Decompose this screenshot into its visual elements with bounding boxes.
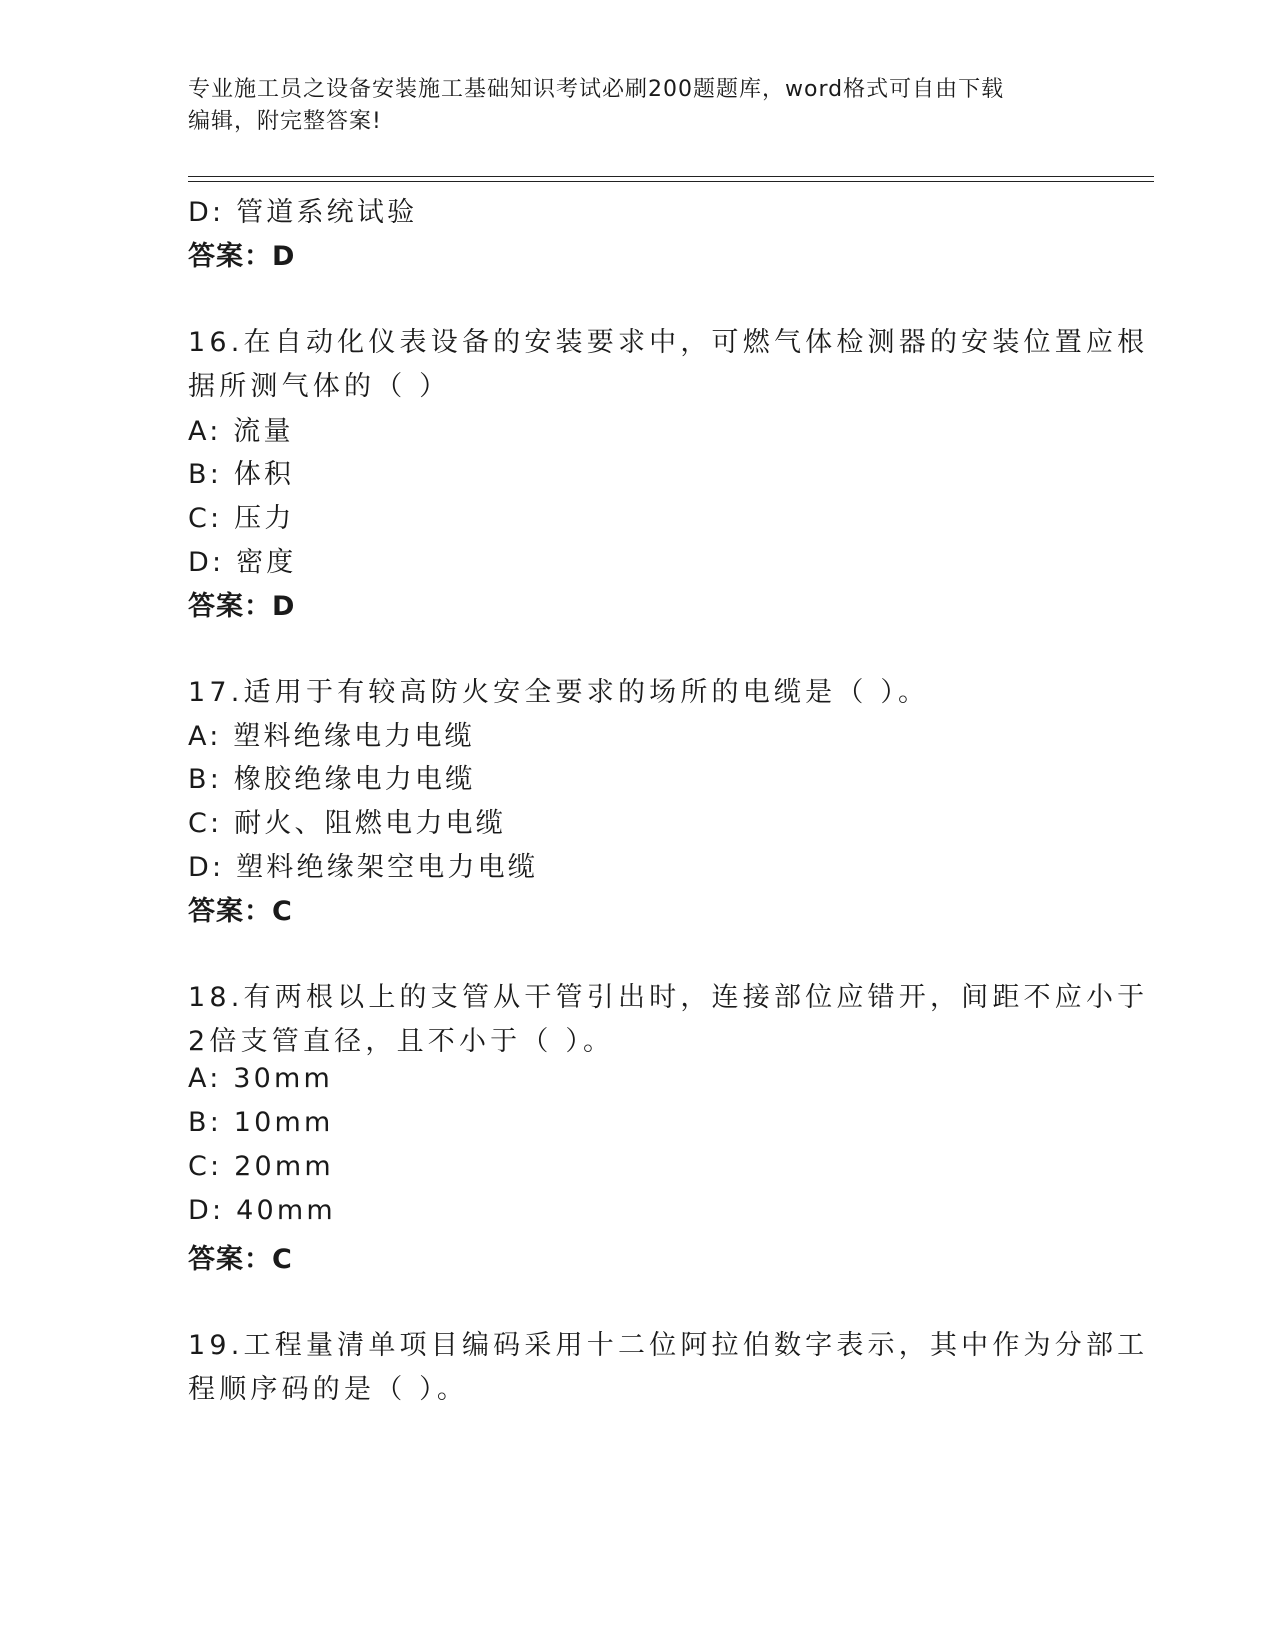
q17-option-b: B: 橡胶绝缘电力电缆 [188,764,476,795]
q18-option-a: A: 30mm [188,1063,334,1094]
q17-stem-line-1: 17.适用于有较高防火安全要求的场所的电缆是（ ）。 [188,677,930,708]
q16-option-a: A: 流量 [188,416,294,447]
q17-answer: 答案：C [188,896,293,927]
header-divider-top [188,176,1154,177]
q18-stem-line-1: 18.有两根以上的支管从干管引出时，连接部位应错开，间距不应小于 [188,982,1149,1013]
q18-option-c: C: 20mm [188,1151,334,1182]
q18-answer: 答案：C [188,1244,293,1275]
header-divider-bottom [188,181,1154,182]
q19-stem-line-1: 19.工程量清单项目编码采用十二位阿拉伯数字表示，其中作为分部工 [188,1330,1149,1361]
q16-answer: 答案：D [188,591,296,622]
q18-option-b: B: 10mm [188,1107,334,1138]
q16-option-b: B: 体积 [188,459,295,490]
prev-option-d: D: 管道系统试验 [188,197,418,228]
q17-option-a: A: 塑料绝缘电力电缆 [188,721,475,752]
q17-option-d: D: 塑料绝缘架空电力电缆 [188,852,539,883]
q16-option-c: C: 压力 [188,503,295,534]
header-line-2: 编辑，附完整答案! [188,109,382,134]
q19-stem-line-2: 程顺序码的是（ ）。 [188,1374,469,1405]
q17-option-c: C: 耐火、阻燃电力电缆 [188,808,506,839]
q16-option-d: D: 密度 [188,547,297,578]
document-header [188,74,1088,138]
header-line-1: 专业施工员之设备安装施工基础知识考试必刷200题题库，word格式可自由下载 [188,77,1005,102]
prev-answer: 答案：D [188,241,296,272]
q16-stem-line-1: 16.在自动化仪表设备的安装要求中，可燃气体检测器的安装位置应根 [188,327,1149,358]
q18-option-d: D: 40mm [188,1195,336,1226]
q18-stem-line-2: 2倍支管直径，且不小于（ ）。 [188,1026,615,1057]
q16-stem-line-2: 据所测气体的（ ） [188,371,451,402]
